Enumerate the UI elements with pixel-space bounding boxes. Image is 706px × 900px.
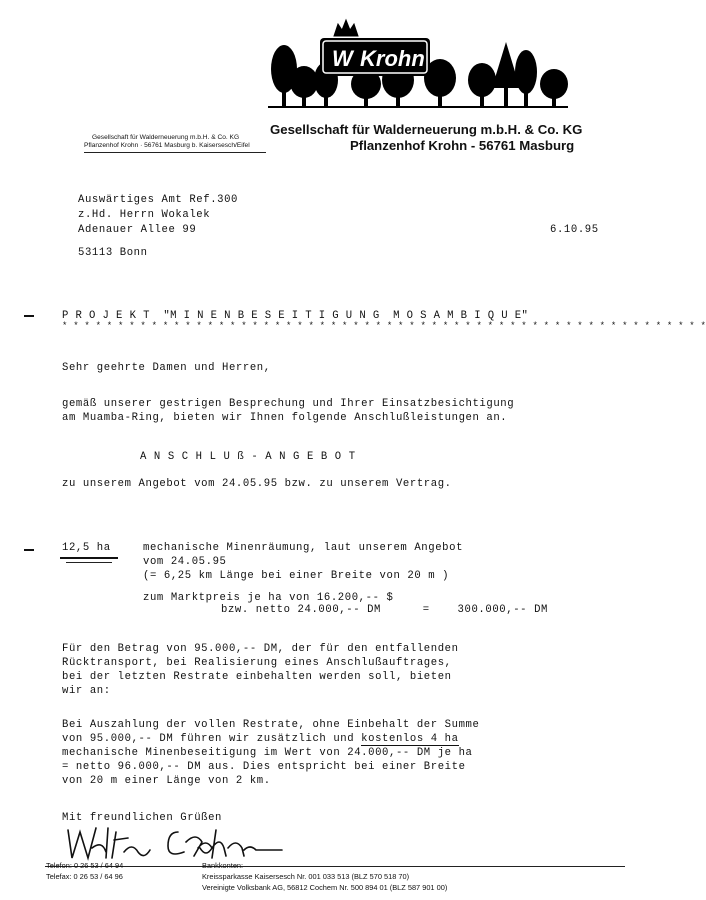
- footer-bank2: Vereinigte Volksbank AG, 56812 Cochem Nr. 500 894 01 (BLZ 587 901 00): [202, 883, 448, 892]
- footer-rule: [45, 866, 625, 867]
- intro-line2: am Muamba-Ring, bieten wir Ihnen folgende Anschlußleistungen an.: [62, 412, 508, 424]
- offer-heading: A N S C H L U ß - A N G E B O T: [140, 451, 356, 463]
- company-logo: [268, 14, 578, 114]
- recipient-line1: Auswärtiges Amt Ref.300: [78, 194, 239, 206]
- item-price2: bzw. netto 24.000,-- DM = 300.000,-- DM: [221, 604, 548, 616]
- item-area: 12,5 ha: [62, 542, 111, 554]
- para3-line1: Bei Auszahlung der vollen Restrate, ohne Einbehalt der Summe: [62, 719, 480, 731]
- item-line1: mechanische Minenräumung, laut unserem Angebot: [143, 542, 464, 554]
- handwritten-signature: [60, 818, 290, 862]
- footer-fax: Telefax: 0 26 53 / 64 96: [46, 872, 123, 881]
- para3-line5: von 20 m einer Länge von 2 km.: [62, 775, 271, 787]
- para3-line2-emphasis: kostenlos 4 ha: [361, 733, 459, 745]
- subject-underline-stars: * * * * * * * * * * * * * * * * * * * * * * * * * * * * * * * * * * * * * * * * * * * * * * * * * * * * * * * * * *: [62, 321, 706, 331]
- logo-text: Krohn: [360, 46, 425, 71]
- para3-line3: mechanische Minenbeseitigung im Wert von 24.000,-- DM je ha: [62, 747, 473, 759]
- para2-line2: Rücktransport, bei Realisierung eines Anschlußauftrages,: [62, 657, 452, 669]
- para2-line3: bei der letzten Restrate einbehalten werden soll, bieten: [62, 671, 452, 683]
- recipient-line4: 53113 Bonn: [78, 247, 148, 259]
- footer-bank-label: Bankkonten:: [202, 861, 244, 870]
- return-address-line1: Gesellschaft für Walderneuerung m.b.H. & Co. KG: [92, 134, 240, 141]
- item-line3: (= 6,25 km Länge bei einer Breite von 20 m ): [143, 570, 450, 582]
- item-area-underline-2: [66, 562, 112, 563]
- offer-reference: zu unserem Angebot vom 24.05.95 bzw. zu unserem Vertrag.: [62, 478, 452, 490]
- recipient-line2: z.Hd. Herrn Wokalek: [78, 209, 211, 221]
- recipient-line3: Adenauer Allee 99: [78, 224, 197, 236]
- salutation: Sehr geehrte Damen und Herren,: [62, 362, 271, 374]
- logo-initials: W: [332, 46, 353, 71]
- para3-line2: [62, 733, 459, 745]
- letter-date: 6.10.95: [550, 224, 599, 236]
- return-address-rule: [84, 152, 266, 153]
- intro-line1: gemäß unserer gestrigen Besprechung und Ihrer Einsatzbesichtigung: [62, 398, 515, 410]
- para2-line1: Für den Betrag von 95.000,-- DM, der für den entfallenden: [62, 643, 459, 655]
- closing: Mit freundlichen Grüßen: [62, 812, 223, 824]
- item-price1: zum Marktpreis je ha von 16.200,-- $: [143, 592, 394, 604]
- footer-phone: Telefon: 0 26 53 / 64 94: [46, 861, 124, 870]
- item-line2: vom 24.05.95: [143, 556, 227, 568]
- company-name: Gesellschaft für Walderneuerung m.b.H. & Co. KG: [270, 122, 583, 137]
- company-address: Pflanzenhof Krohn - 56761 Masburg: [350, 138, 575, 153]
- para3-line4: = netto 96.000,-- DM aus. Dies entspricht bei einer Breite: [62, 761, 466, 773]
- footer-bank1: Kreissparkasse Kaisersesch Nr. 001 033 513 (BLZ 570 518 70): [202, 872, 410, 881]
- para3-line2-text: von 95.000,-- DM führen wir zusätzlich und: [62, 733, 362, 745]
- item-area-underline: [60, 557, 118, 559]
- subject-line: P R O J E K T "M I N E N B E S E I T I G U N G M O S A M B I Q U E": [62, 310, 529, 322]
- return-address-line2: Pflanzenhof Krohn · 56761 Masburg b. Kaisersesch/Eifel: [84, 142, 250, 149]
- punch-mark-2: [24, 549, 34, 551]
- para2-line4: wir an:: [62, 685, 111, 697]
- punch-mark: [24, 315, 34, 317]
